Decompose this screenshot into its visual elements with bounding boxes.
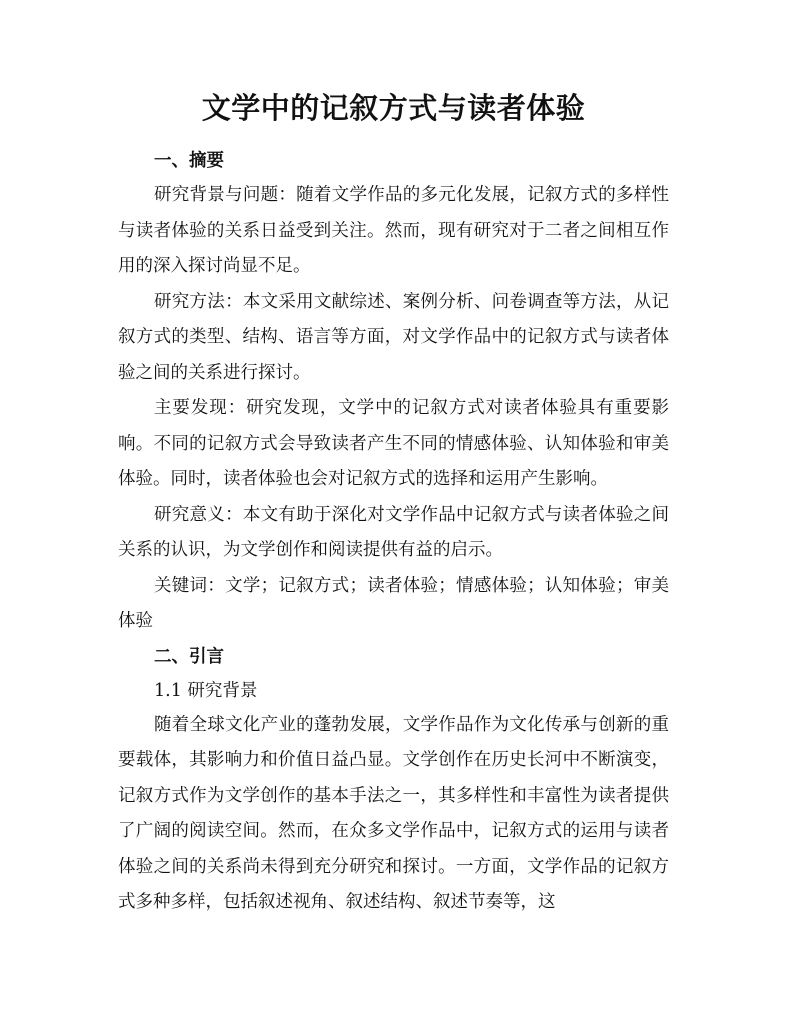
abstract-paragraph-significance: 研究意义：本文有助于深化对文学作品中记叙方式与读者体验之间关系的认识，为文学创作和阅读提供有益的启示。 [118, 504, 669, 560]
section-heading-abstract: 一、摘要 [154, 151, 224, 171]
subsection-heading-background: 1.1 研究背景 [154, 680, 258, 701]
introduction-paragraph: 随着全球文化产业的蓬勃发展，文学作品作为文化传承与创新的重要载体，其影响力和价值日益凸显。文学创作在历史长河中不断演变，记叙方式作为文学创作的基本手法之一，其多样性和丰富性为读者提供了广阔的阅读空间。然而，在众多文学作品中，记叙方式的运用与读者体验之间的关系尚未得到充分研究和探讨。一方面，文学作品的记叙方式多种多样，包括叙述视角、叙述结构、叙述节奏等，这 [118, 714, 669, 912]
abstract-paragraph-background: 研究背景与问题：随着文学作品的多元化发展，记叙方式的多样性与读者体验的关系日益受到关注。然而，现有研究对于二者之间相互作用的深入探讨尚显不足。 [118, 185, 669, 276]
abstract-paragraph-methods: 研究方法：本文采用文献综述、案例分析、问卷调查等方法，从记叙方式的类型、结构、语言等方面，对文学作品中的记叙方式与读者体验之间的关系进行探讨。 [118, 291, 669, 383]
section-heading-introduction: 二、引言 [154, 646, 224, 667]
document-title: 文学中的记叙方式与读者体验 [201, 91, 586, 125]
abstract-keywords: 关键词：文学；记叙方式；读者体验；情感体验；认知体验；审美体验 [118, 575, 669, 631]
abstract-paragraph-findings: 主要发现：研究发现，文学中的记叙方式对读者体验具有重要影响。不同的记叙方式会导致读者产生不同的情感体验、认知体验和审美体验。同时，读者体验也会对记叙方式的选择和运用产生影响。 [118, 398, 669, 489]
